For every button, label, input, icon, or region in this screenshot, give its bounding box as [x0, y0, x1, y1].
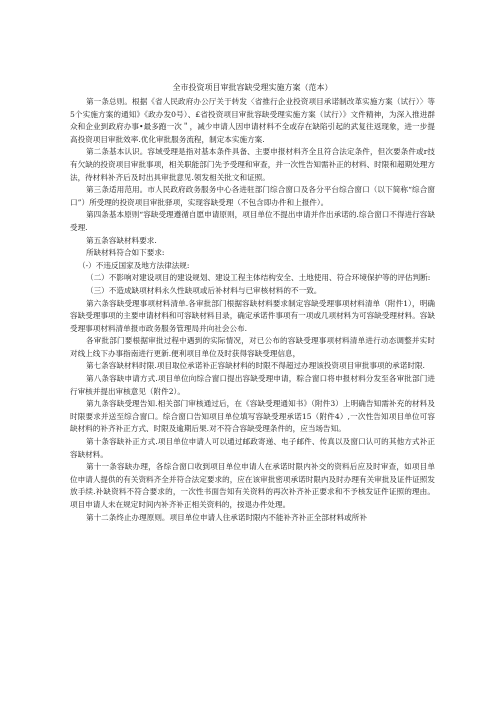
- paragraph-time-limit: 第七条容缺材料时限.项目取位承诺补正容缺材料的时限不得超过办理该投资项目审批事项的承诺时限.: [86, 361, 425, 371]
- document-page: [70, 82, 435, 524]
- paragraph-principles: 第四条基本原则“容缺受理遵循自愿申请原则，项目单位不提出申请并作出承诺的.综合窗口不得进行容缺受理.: [70, 210, 435, 232]
- paragraph-correction-method: 第十条容缺补正方式.项目单位申请人可以通过邮政寄递、电子邮件、传真以及窗口认可的其他方式补正容缺材料。: [70, 437, 435, 459]
- list-item-1: （-）不违反国家及地方法律法规:: [78, 260, 190, 270]
- paragraph-scope: 第三条适用范用。市人民政府政务服务中心各进驻部门综合窗口及各分平台综合窗口（以下简称“综合窗口”）所受理的投资项目审批驿项，实现容缺受理（不包含即办件和上报件）。: [70, 185, 435, 207]
- paragraph-dynamic-adjustment: 各审批部门要根据审批过程中遇到的实际情况，对已公布的容缺受理事项材料清单进行动态调整并实时对线上线下办事指南进行更新.便利项目单位及时获得容缺受理信息，: [70, 336, 435, 358]
- paragraph-notification: 第九条容缺受理告知.相关部门审核通过后，在《容缺受理通知书》（附件3）上明确告知需补充的材料及时限要求并送至综合窗口。综合窗口告知项目单位填写容缺受理承诺15（附件4）,一次性告知项目单位可容缺材料的补齐补正方式、时限及逾期后果.对不符合容缺受理条件的，应当场告知。: [70, 399, 435, 434]
- paragraph-general-provisions: 第一条总则。根据《省人民政府办公厅关于转发〈省推行企业投资项目承诺制改革实施方案（试行）〉等5个实施方案的通知》《政办发0号）、£省投资项目审批容缺受理实施方案（试行）》文件精神，为深入推进群众和企业到政府办事•最多跑一次＂，减少申请人因申请材料不全或存在缺陷引起的武复往返现象，进一步提高投资项目审批效率.优化审批服务流程，制定本实施方案.: [70, 97, 435, 144]
- paragraph-termination: 第十二条终止办理原则。项目单位申请人住承诺时限内不能补齐补正全部材料或所补: [86, 512, 367, 522]
- document-title: 全市投资项目审批容缺受理实施方案（范本）: [172, 83, 333, 92]
- list-item-3: （三）不造成缺项材料永久性缺项或后补材料与已审核材料的不一致。: [86, 285, 322, 295]
- list-item-2: （二）不影响对建设项目的建设规划、建设工程主体结构安全、土地使用、符合环境保护等的评估判断:: [86, 273, 431, 283]
- paragraph-basic-understanding: 第二条基本认识。容域受理是指对基本条件具备、主要申报材料齐全且符合法定条件，但次要条件或r技有欠缺的投资项目审批事项，相关职能部门先予受理和审查，并一次性告知需补正的材料、时限和超期处理方法，待材料补齐后及时出具审批意见.领发相关批文和证照。: [70, 147, 435, 182]
- paragraph-requirements-intro: 所缺材料符合如下要求:: [86, 248, 165, 258]
- paragraph-application-method: 第八条容缺申请方式.项目单位向综合窗口提出容缺受理申请，粽合窗口将申报材料分发至各审批部门进行审核并提出审核意见（附件2）。: [70, 374, 435, 396]
- paragraph-material-list: 第六条容缺受理事项材料清单.各审批部门根据容缺材料要求制定容缺受理事项材料清单（附件1），明确容缺受理事项的主要申请材料和可容缺材料目录，确定承诺件事项有一项或几项材料为可容缺受理材料。容缺受理事项材料清单报市政务服务管理局并向社会公布.: [70, 298, 435, 333]
- paragraph-processing: 第十一条容缺办理，各综合窗口收到项目单位申请人在承诺时限内补交的资料后应及时审查，如项目单位申请人提供的有关资料齐全并符合法定要求的，应在该审批密项承诺时限内及时办理有关审批及证件证照发放手续.补缺资料不符合要求的，一次性书面告知有关资料的再次补齐补正要求和不予核发证件证照的理由。项目申请人未在规定时间内补齐补正相关资料的，按退办件处理。: [70, 462, 435, 509]
- paragraph-material-requirements: 第五条容缺材料要求.: [86, 235, 157, 245]
